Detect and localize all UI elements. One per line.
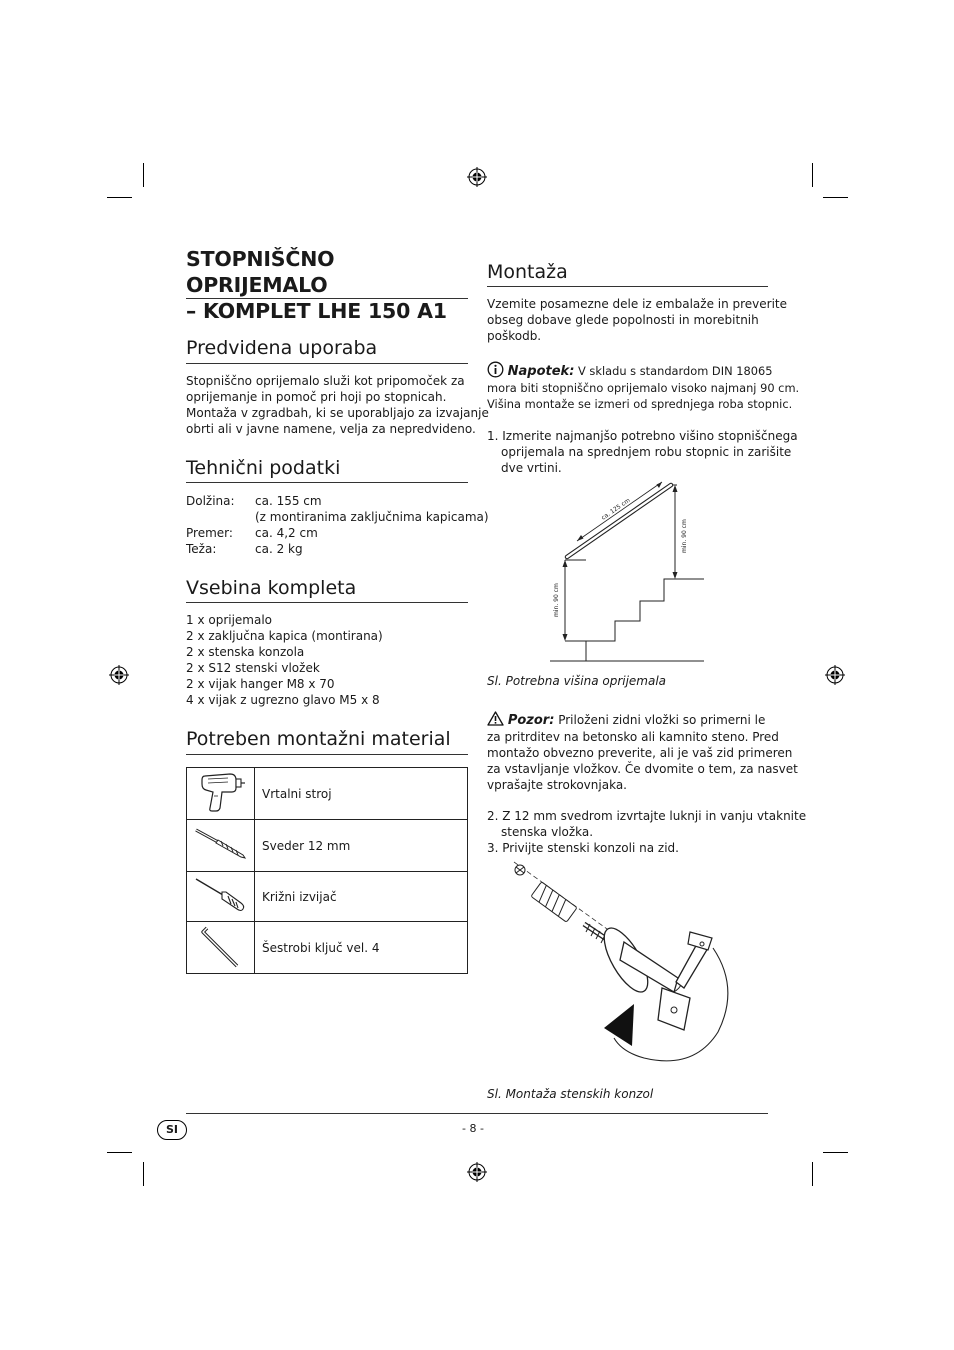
step-2 [487,808,806,840]
divider [186,482,468,483]
list-item: 2 x vijak hanger M8 x 70 [186,677,335,691]
page-number: - 8 - [462,1122,484,1135]
figure-caption: Sl. Potrebna višina oprijemala [487,674,667,688]
material-label: Sveder 12 mm [255,820,468,872]
page-title [186,246,468,324]
crop-mark [812,1162,813,1186]
divider [186,602,468,603]
dimension-label: ca. 125 cm [600,496,632,522]
text-line: 1. Izmerite najmanjšo potrebno višino stopniščnega [487,429,798,443]
tech-data-table [186,493,489,557]
text-line: za pritrditev na betonsko ali kamnito steno. Pred [487,730,779,744]
text-line: za vstavljanje vložkov. Če dvomite o tem, za nasvet [487,762,798,776]
text-line: obrti ali v javne namene, velja za nepredvideno. [186,422,476,436]
material-label: Križni izvijač [255,872,468,922]
text-line: dve vrtini. [501,461,562,475]
list-item: 4 x vijak z ugrezno glavo M5 x 8 [186,693,380,707]
info-icon [487,361,504,378]
stair-profile [586,579,704,661]
registration-mark-icon [109,665,129,685]
page-title-line: – KOMPLET LHE 150 A1 [186,299,447,323]
warning-block [487,711,798,793]
spec-label: Teža: [186,542,217,556]
crop-mark [823,197,848,198]
registration-mark-icon [467,1162,487,1182]
warning-text: Priloženi zidni vložki so primerni le [554,713,766,727]
crop-mark [107,1152,132,1153]
stair-height-diagram [547,475,707,667]
divider [186,363,468,364]
wall-plug-icon [531,882,577,922]
material-heading: Potreben montažni material [186,728,451,750]
warning-label: Pozor: [507,713,555,728]
material-label: Šestrobi ključ vel. 4 [255,922,468,974]
intended-use-heading: Predvidena uporaba [186,337,378,359]
list-item: 2 x stenska konzola [186,645,305,659]
crop-mark [143,163,144,187]
drill-bit-icon [193,826,249,862]
text-line: poškodb. [487,329,542,343]
warning-icon [487,711,504,726]
contents-list [186,612,383,708]
intended-use-text [186,373,489,437]
text-line: oprijemanje in pomoč pri hoji po stopnicah. [186,390,447,404]
crop-mark [823,1152,848,1153]
spec-value: ca. 155 cm [255,494,322,508]
text-line: Montaža v zgradbah, ki se uporabljajo za izvajanje [186,406,489,420]
hex-key-icon [193,924,249,968]
text-line: oprijemala na sprednjem robu stopnic in zarišite [501,445,792,459]
spec-label: Premer: [186,526,233,540]
text-line: mora biti stopniščno oprijemalo visoko najmanj 90 cm. [487,381,800,395]
divider [186,298,468,299]
divider [487,286,768,287]
crop-mark [812,163,813,187]
drill-icon [196,770,246,814]
text-line: montažo obvezno preverite, ali je vaš zid primeren [487,746,793,760]
footer-divider [186,1113,768,1114]
text-line: 3. Privijte stenski konzoli na zid. [487,841,679,855]
table-row [187,922,468,974]
registration-mark-icon [825,665,845,685]
text-line: Višina montaže se izmeri od sprednjega roba stopnic. [487,397,793,411]
dimension-label: min. 90 cm [681,519,688,553]
dimension-label: min. 90 cm [553,583,560,617]
text-line: Stopniščno oprijemalo služi kot pripomoček za [186,374,465,388]
spec-value: (z montiranima zaključnima kapicama) [255,510,489,524]
wall-bracket-diagram [508,860,738,1075]
material-table [186,767,468,974]
tech-data-heading: Tehnični podatki [186,457,341,479]
screwdriver-icon [193,875,249,915]
language-badge: SI [157,1120,187,1140]
table-row [187,820,468,872]
crop-mark [107,197,132,198]
contents-heading: Vsebina kompleta [186,577,357,599]
material-label: Vrtalni stroj [255,768,468,820]
step-1 [487,428,798,476]
list-item: 2 x S12 stenski vložek [186,661,320,675]
page-title-line: STOPNIŠČNO OPRIJEMALO [186,247,335,297]
text-line: Vzemite posamezne dele iz embalaže in preverite [487,297,788,311]
list-item: 2 x zaključna kapica (montirana) [186,629,383,643]
note-text: V skladu s standardom DIN 18065 [574,364,773,378]
assembly-intro [487,296,787,344]
divider [186,754,468,755]
spec-label: Dolžina: [186,494,235,508]
spec-value: ca. 2 kg [255,542,303,556]
table-row [187,872,468,922]
assembly-heading: Montaža [487,261,568,283]
text-line: 2. Z 12 mm svedrom izvrtajte luknji in vanju vtaknite [487,809,807,823]
figure-caption: Sl. Montaža stenskih konzol [487,1087,654,1101]
crop-mark [143,1162,144,1186]
registration-mark-icon [467,167,487,187]
text-line: vprašajte strokovnjaka. [487,778,627,792]
note-label: Napotek: [507,364,575,379]
text-line: obseg dobave glede popolnosti in morebitnih [487,313,759,327]
spec-value: ca. 4,2 cm [255,526,318,540]
step-3 [487,840,679,856]
list-item: 1 x oprijemalo [186,613,273,627]
table-row [187,768,468,820]
note-block [487,361,799,412]
text-line: stenska vložka. [501,825,594,839]
